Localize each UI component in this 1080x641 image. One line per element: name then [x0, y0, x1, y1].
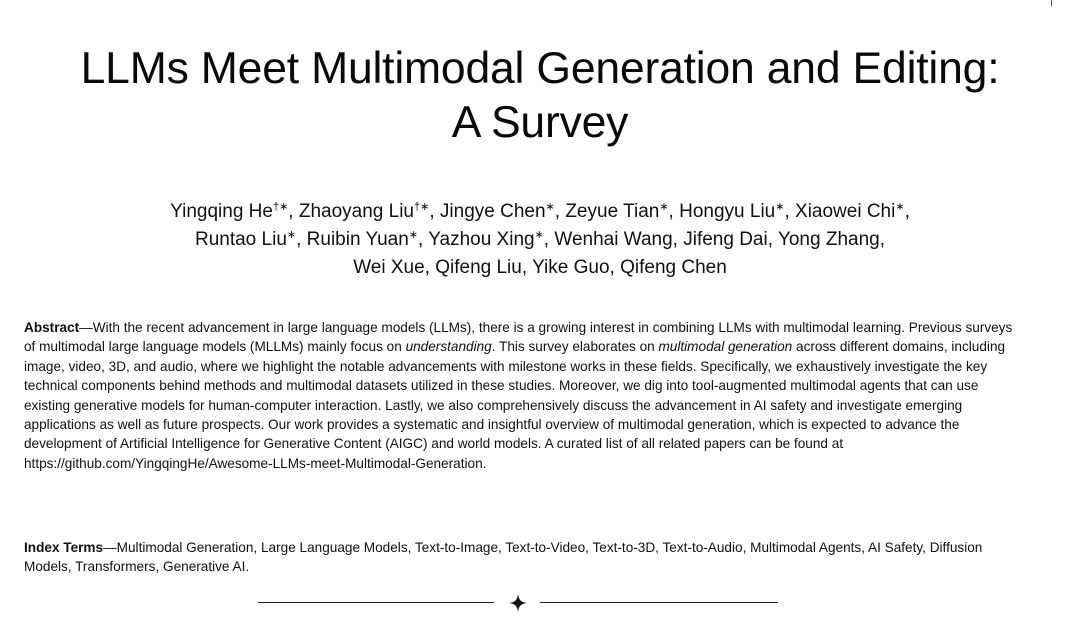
author-affiliation-mark: ∗ — [659, 201, 669, 213]
author-affiliation-mark: ∗ — [534, 229, 544, 241]
author-separator: , — [418, 229, 429, 250]
abstract-emphasis: understanding — [405, 339, 492, 355]
index-terms — [24, 538, 1024, 577]
author-affiliation-mark: ∗ — [408, 229, 419, 241]
author-name: Yike Guo — [532, 257, 610, 278]
author-separator: , — [609, 257, 621, 278]
author-separator: , — [668, 201, 680, 222]
abstract-dash: — — [79, 320, 93, 335]
page-corner-mark — [1051, 0, 1052, 6]
author-name: Jingye Chen — [439, 201, 546, 222]
author-name: Zeyue Tian — [565, 201, 660, 222]
author-separator: , — [543, 229, 555, 250]
author-separator: , — [904, 201, 910, 222]
author-line — [0, 198, 1080, 226]
author-line — [0, 226, 1080, 254]
author-separator: , — [672, 229, 684, 250]
author-affiliation-mark: ∗ — [895, 201, 905, 213]
author-name: Yingqing He — [170, 201, 273, 222]
title-line-2: A Survey — [451, 98, 629, 147]
author-name: Qifeng Chen — [620, 257, 727, 278]
section-divider — [256, 593, 780, 613]
abstract — [24, 318, 1024, 473]
author-affiliation-mark: ∗ — [286, 229, 297, 241]
author-name: Runtao Liu — [194, 229, 287, 250]
author-name: Yong Zhang — [777, 229, 880, 250]
diamond-star-icon — [509, 594, 527, 612]
author-name: Yazhou Xing — [428, 229, 535, 250]
abstract-text: . This survey elaborates on — [491, 339, 659, 355]
author-separator: , — [784, 201, 796, 222]
author-separator: , — [767, 229, 778, 250]
author-separator: , — [554, 201, 566, 222]
divider-rule-left — [258, 602, 494, 603]
abstract-text: With the recent advancement in large language models (LLMs), there is a growing interest in combining LLMs with multimodal learning. Previous surveys of multimodal large language models (MLLMs) mainly focus on — [24, 320, 1013, 355]
author-affiliation-mark: †∗ — [414, 201, 430, 213]
author-affiliation-mark: †∗ — [272, 201, 289, 213]
author-list — [0, 198, 1080, 282]
divider-rule-right — [540, 602, 778, 603]
title-line-1: LLMs Meet Multimodal Generation and Editing: — [80, 44, 1000, 93]
paper-title — [0, 42, 1080, 150]
author-separator: , — [424, 257, 436, 278]
author-separator: , — [296, 229, 307, 250]
author-separator: , — [879, 229, 886, 250]
author-line — [0, 254, 1080, 282]
author-affiliation-mark: ∗ — [545, 201, 555, 213]
author-name: Jifeng Dai — [683, 229, 768, 250]
author-name: Wei Xue — [353, 257, 425, 278]
author-separator: , — [521, 257, 533, 278]
author-name: Zhaoyang Liu — [298, 201, 415, 222]
author-separator: , — [288, 201, 299, 222]
abstract-label: Abstract — [24, 320, 80, 335]
author-separator: , — [429, 201, 440, 222]
index-terms-label: Index Terms — [24, 540, 104, 555]
author-name: Qifeng Liu — [435, 257, 522, 278]
index-terms-dash: — — [103, 540, 117, 555]
abstract-emphasis: multimodal generation — [658, 339, 793, 355]
author-name: Xiaowei Chi — [795, 201, 896, 222]
author-name: Ruibin Yuan — [306, 229, 409, 250]
author-name: Wenhai Wang — [554, 229, 673, 250]
abstract-text: across different domains, including image, video, 3D, and audio, where we highlight the notable advancements with milestone works in these fields. Specifically, we exhaustively investigate the key technical components behind methods and multimodal datasets utilized in these studies. Moreover, we dig into tool-augmented multimodal agents that can use existing generative models for human-computer interaction. Lastly, we also comprehensively discuss the advancement in AI safety and investigate emerging applications as well as future prospects. Our work provides a systematic and insightful overview of multimodal generation, which is expected to advance the development of Artificial Intelligence for Generative Content (AIGC) and world models. A curated list of all related papers can be found at https://github.com/YingqingHe/Awesome-LLMs-meet-Multimodal-Generation. — [24, 339, 1006, 471]
author-name: Hongyu Liu — [679, 201, 776, 222]
index-terms-text: Multimodal Generation, Large Language Models, Text-to-Image, Text-to-Video, Text-to-3D, Text-to-Audio, Multimodal Agents, AI Safety, Diffusion Models, Transformers, Generative AI. — [24, 540, 983, 575]
author-affiliation-mark: ∗ — [775, 201, 785, 213]
